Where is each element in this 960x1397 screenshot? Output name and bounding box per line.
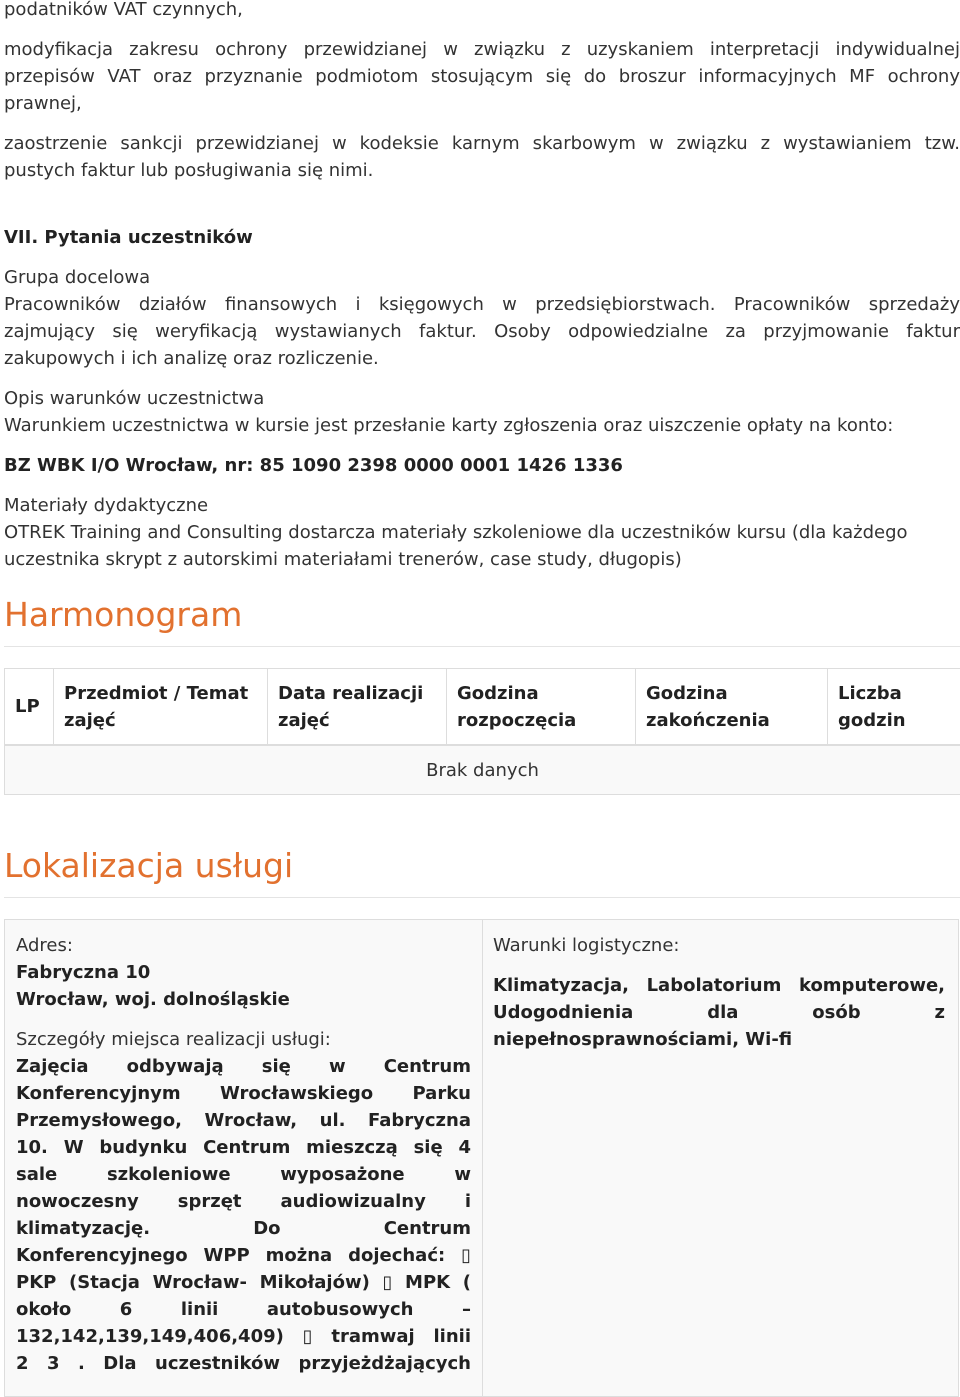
logistics-label: Warunki logistyczne: <box>493 935 680 956</box>
header-start-time: Godzina rozpoczęcia <box>447 669 636 744</box>
address-street: Fabryczna 10 <box>16 962 151 983</box>
materials-line2: uczestnika skrypt z autorskimi materiałami trenerów, case study, długopis) <box>4 549 682 570</box>
list-item-interpretation-line3: prawnej, <box>4 93 82 114</box>
list-item-sanctions-line1: zaostrzenie sankcji przewidzianej w kodeksie karnym skarbowym w związku z wystawianiem tzw. <box>4 133 960 154</box>
logistics-line: Udogodnienia dla osób z <box>493 1002 945 1023</box>
target-group-line3: zakupowych i ich analizę oraz rozliczenie. <box>4 348 379 369</box>
address-label: Adres: <box>16 935 73 956</box>
schedule-divider <box>4 646 960 647</box>
target-group-line2: zajmujący się weryfikacją wystawianych faktur. Osoby odpowiedzialne za przyjmowanie faktur <box>4 321 960 342</box>
list-item-sanctions-line2: pustych faktur lub posługiwania się nimi. <box>4 160 374 181</box>
schedule-title: Harmonogram <box>4 595 243 634</box>
logistics-line: Klimatyzacja, Labolatorium komputerowe, <box>493 975 945 996</box>
details-line: sale szkoleniowe wyposażone w <box>16 1164 471 1185</box>
header-date: Data realizacji zajęć <box>268 669 447 744</box>
details-line: Przemysłowego, Wrocław, ul. Fabryczna <box>16 1110 471 1131</box>
header-subject: Przedmiot / Temat zajęć <box>54 669 268 744</box>
list-item-interpretation-line2: przepisów VAT oraz przyznanie podmiotom stosującym się do broszur informacyjnych MF ochrony <box>4 66 960 87</box>
location-divider <box>4 897 960 898</box>
location-address-column <box>5 920 483 1396</box>
header-hours: Liczba godzin <box>838 682 906 731</box>
materials-line1: OTREK Training and Consulting dostarcza materiały szkoleniowe dla uczestników kursu (dla każdego <box>4 522 908 543</box>
conditions-text: Warunkiem uczestnictwa w kursie jest przesłanie karty zgłoszenia oraz uiszczenie opłaty na konto: <box>4 415 894 436</box>
target-group-line1: Pracowników działów finansowych i księgowych w przedsiębiorstwach. Pracowników sprzedaży <box>4 294 960 315</box>
list-item-vat-payers: podatników VAT czynnych, <box>4 0 243 20</box>
schedule-table-header <box>5 669 960 746</box>
details-line: około 6 linii autobusowych – <box>16 1299 471 1320</box>
details-line: nowoczesny sprzęt audiowizualny i <box>16 1191 471 1212</box>
details-line: Konferencyjnego WPP można dojechać: ▯ <box>16 1245 471 1266</box>
details-line: PKP (Stacja Wrocław- Mikołajów) ▯ MPK ( <box>16 1272 471 1293</box>
header-lp: LP <box>5 669 54 744</box>
logistics-line: niepełnosprawnościami, Wi-fi <box>493 1029 793 1050</box>
schedule-table <box>4 668 960 795</box>
location-panel <box>4 919 959 1397</box>
table-empty-row: Brak danych <box>5 746 960 794</box>
details-line: Zajęcia odbywają się w Centrum <box>16 1056 471 1077</box>
address-city: Wrocław, woj. dolnośląskie <box>16 989 290 1010</box>
location-logistics-column <box>482 920 958 1396</box>
header-end-time: Godzina zakończenia <box>636 669 828 744</box>
target-group-label: Grupa docelowa <box>4 267 151 288</box>
details-line: 132,142,139,149,406,409) ▯ tramwaj linii <box>16 1326 471 1347</box>
details-line: 10. W budynku Centrum mieszczą się 4 <box>16 1137 471 1158</box>
list-item-interpretation-line1: modyfikacja zakresu ochrony przewidzianej w związku z uzyskaniem interpretacji indywidualnej <box>4 39 960 60</box>
details-line: Konferencyjnym Wrocławskiego Parku <box>16 1083 471 1104</box>
conditions-label: Opis warunków uczestnictwa <box>4 388 265 409</box>
bank-account: BZ WBK I/O Wrocław, nr: 85 1090 2398 0000 0001 1426 1336 <box>4 455 623 476</box>
section-heading: VII. Pytania uczestników <box>4 227 253 248</box>
details-line: klimatyzację. Do Centrum <box>16 1218 471 1239</box>
materials-label: Materiały dydaktyczne <box>4 495 209 516</box>
location-title: Lokalizacja usługi <box>4 846 294 885</box>
details-line: 2 3 . Dla uczestników przyjeżdżających <box>16 1353 471 1374</box>
details-label: Szczegóły miejsca realizacji usługi: <box>16 1029 331 1050</box>
